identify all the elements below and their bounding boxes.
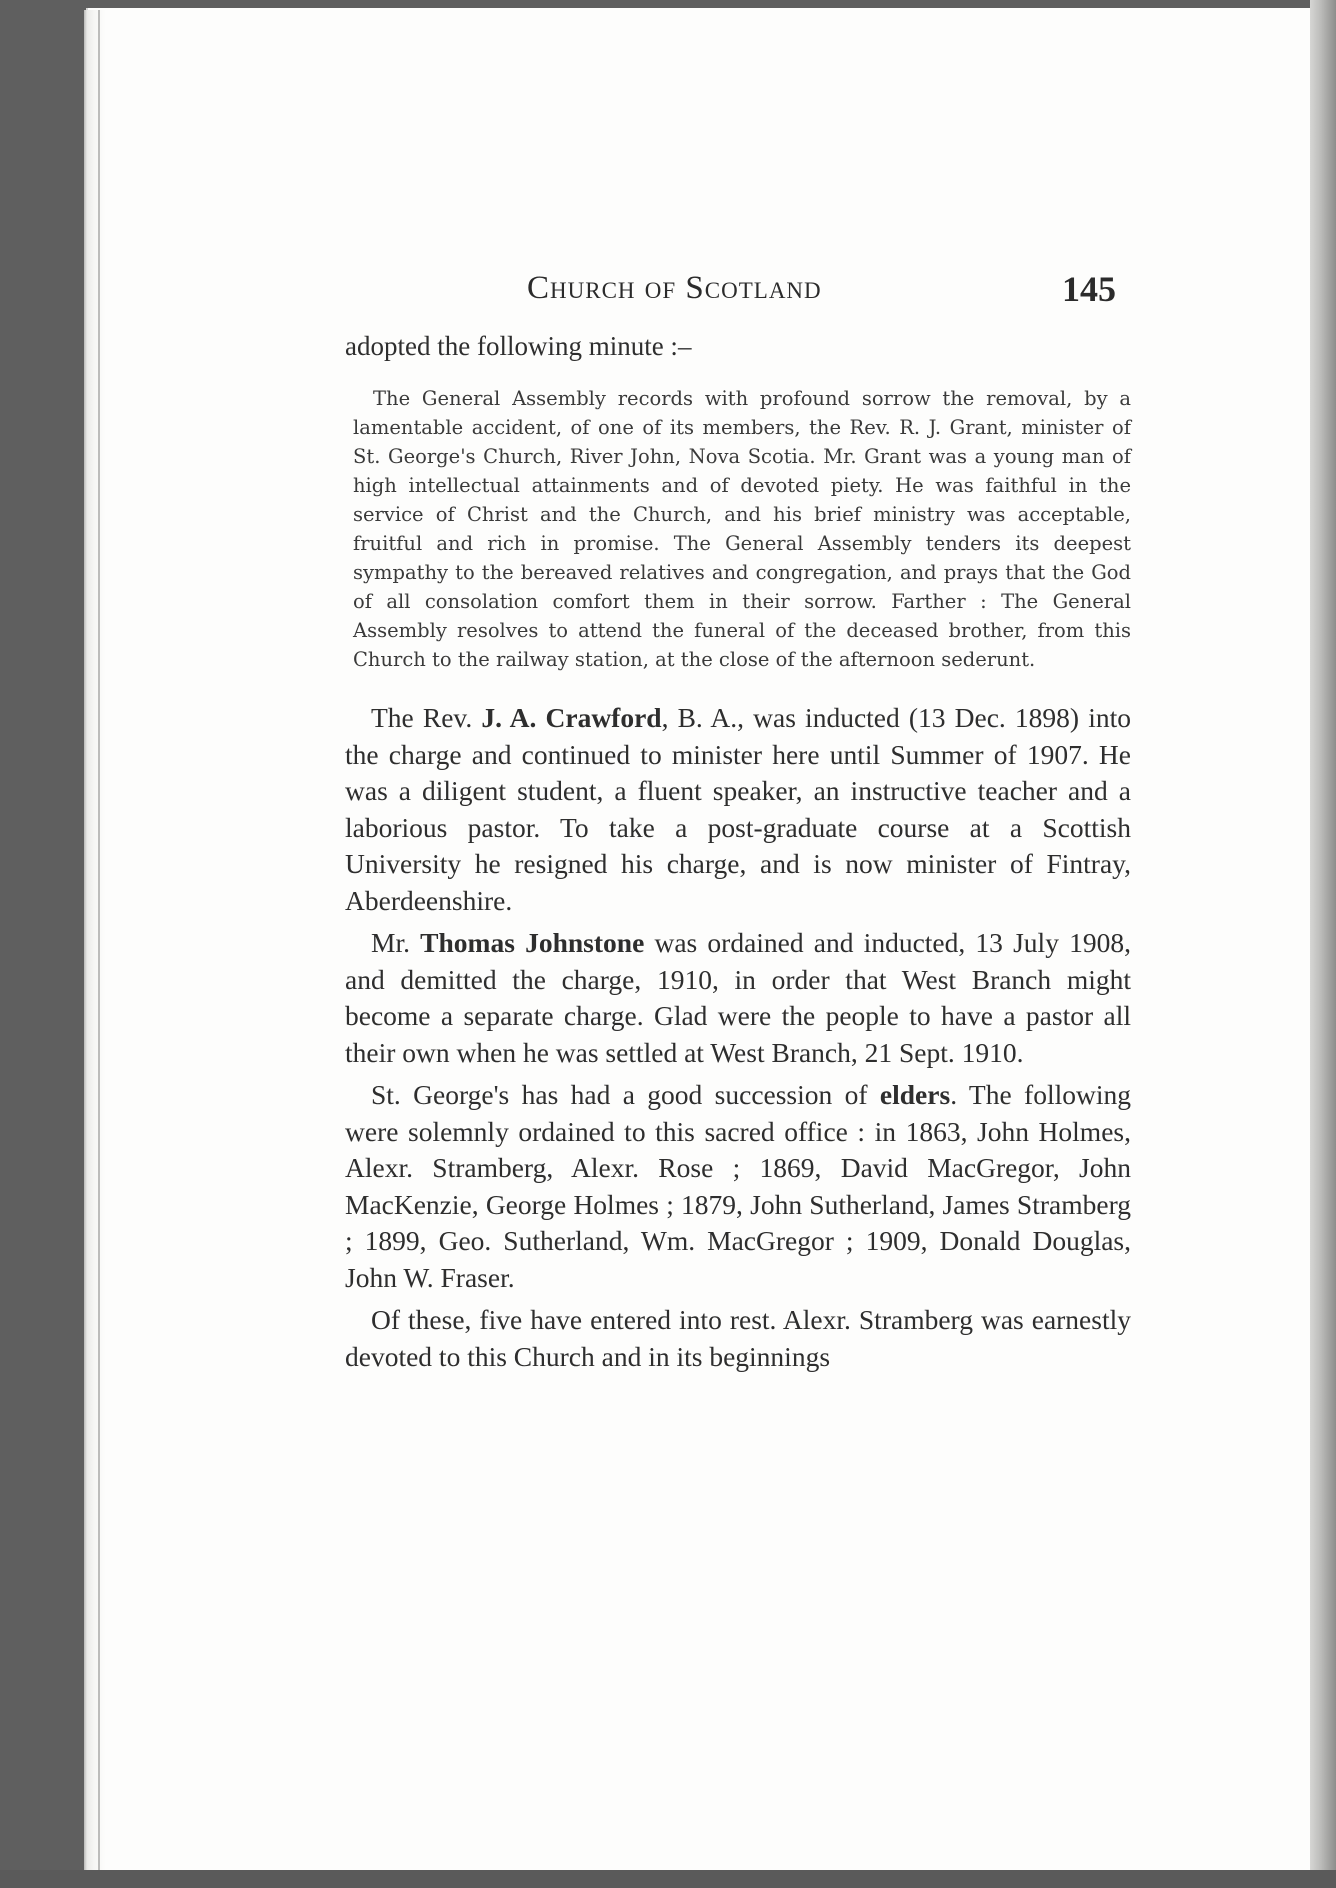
paragraph-rest: Of these, five have entered into rest. Alexr. Stramberg was earnestly devoted to this Church and in its beginnings <box>345 1304 1131 1372</box>
paragraph-text: was ordained and inducted, 13 July 1908, and demitted the charge, 1910, in order that West Branch might become a separate charge. Glad were the people to have a pastor all their own when he was settled at West Branch, 21 Sept. 1910. <box>345 927 1132 1068</box>
paragraph-text: Mr. <box>371 927 421 958</box>
paragraph-johnstone <box>345 925 1131 1071</box>
scan-border <box>0 1870 1336 1888</box>
paragraph-elders <box>345 1077 1131 1296</box>
elders-term: elders <box>879 1079 951 1110</box>
paragraph-text: , B. A., was inducted (13 Dec. 1898) into the charge and continued to minister here until Summer of 1907. He was a diligent student, a fluent speaker, an instructive teacher and a laborious pastor. To take a post-graduate course at a Scottish University he resigned his charge, and is now minister of Fintray, Aberdeenshire. <box>345 702 1131 916</box>
running-title: Church of Scotland <box>527 270 822 306</box>
binding-thread <box>98 10 100 1870</box>
page-gutter <box>84 10 106 1870</box>
lead-line: adopted the following minute :– <box>345 331 692 361</box>
minister-name: J. A. Crawford <box>481 702 662 733</box>
paragraph-text: The Rev. <box>371 702 482 733</box>
page-edge-shadow <box>1310 0 1336 1888</box>
page-number: 145 <box>1062 269 1116 309</box>
assembly-minute: The General Assembly records with profound sorrow the removal, by a lamentable accident, of one of its members, the Rev. R. J. Grant, minister of St. George's Church, River John, Nova Scotia. Mr. Grant was a young man of high intellectual attainments and of devoted piety. He was faithful in the service of Christ and the Church, and his brief ministry was acceptable, fruitful and rich in promise. The General Assembly tenders its deepest sympathy to the bereaved relatives and congregation, and prays that the God of all consolation comfort them in their sorrow. Farther : The General Assembly resolves to attend the funeral of the deceased brother, from this Church to the railway station, at the close of the afternoon sederunt. <box>353 387 1131 671</box>
page-header <box>340 258 1140 318</box>
paragraph-crawford <box>345 700 1131 919</box>
minister-name: Thomas Johnstone <box>420 927 645 958</box>
paragraph-text: . The following were solemnly ordained to this sacred office : in 1863, John Holmes, Alexr. Stramberg, Alexr. Rose ; 1869, David MacGregor, John MacKenzie, George Holmes ; 1879, John Sutherland, James Stramberg ; 1899, Geo. Sutherland, Wm. MacGregor ; 1909, Donald Douglas, John W. Fraser. <box>345 1079 1131 1293</box>
page-body <box>345 328 1131 1381</box>
paragraph-text: St. George's has had a good succession of <box>371 1079 880 1110</box>
